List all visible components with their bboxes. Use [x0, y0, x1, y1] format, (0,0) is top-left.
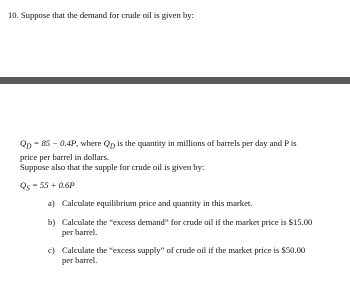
- part-c-text: Calculate the “excess supply” of crude oil if the market price is $50.00: [62, 245, 306, 255]
- demand-desc-var: Q: [103, 138, 110, 148]
- supply-equation: [20, 180, 342, 194]
- part-b-text: Calculate the “excess demand” for crude oil if the market price is $15.00: [62, 217, 313, 227]
- supply-intro: Suppose also that the supple for crude oil is given by:: [20, 162, 205, 172]
- demand-desc-var-sub: D: [109, 142, 116, 151]
- supply-equation-var: Q: [20, 180, 27, 190]
- part-a-label: a): [48, 198, 55, 208]
- demand-desc-line2: price per barrel in dollars.: [20, 151, 110, 162]
- divider-bar: [0, 77, 350, 84]
- part-a-text: Calculate equilibrium price and quantity in this market.: [62, 198, 253, 208]
- demand-equation-rest: = 85 − 0.4P: [31, 138, 77, 148]
- demand-equation-var: Q: [20, 138, 27, 148]
- part-b: [48, 217, 338, 237]
- demand-desc-part1: , where: [76, 138, 104, 148]
- question-title: 10. Suppose that the demand for crude oil is given by:: [8, 10, 194, 20]
- supply-equation-sub: S: [26, 184, 30, 193]
- demand-equation-paragraph: [20, 138, 342, 162]
- part-a: [48, 198, 338, 208]
- part-c-text-line2: per barrel.: [62, 255, 98, 265]
- supply-equation-rest: = 55 + 0.6P: [29, 180, 75, 190]
- part-c: [48, 245, 338, 265]
- part-b-label: b): [48, 217, 56, 227]
- demand-equation-sub: D: [26, 142, 32, 151]
- demand-desc-part2: is the quantity in millions of barrels per day and P is: [115, 138, 297, 148]
- part-c-label: c): [48, 245, 55, 255]
- part-b-text-line2: per barrel.: [62, 227, 98, 237]
